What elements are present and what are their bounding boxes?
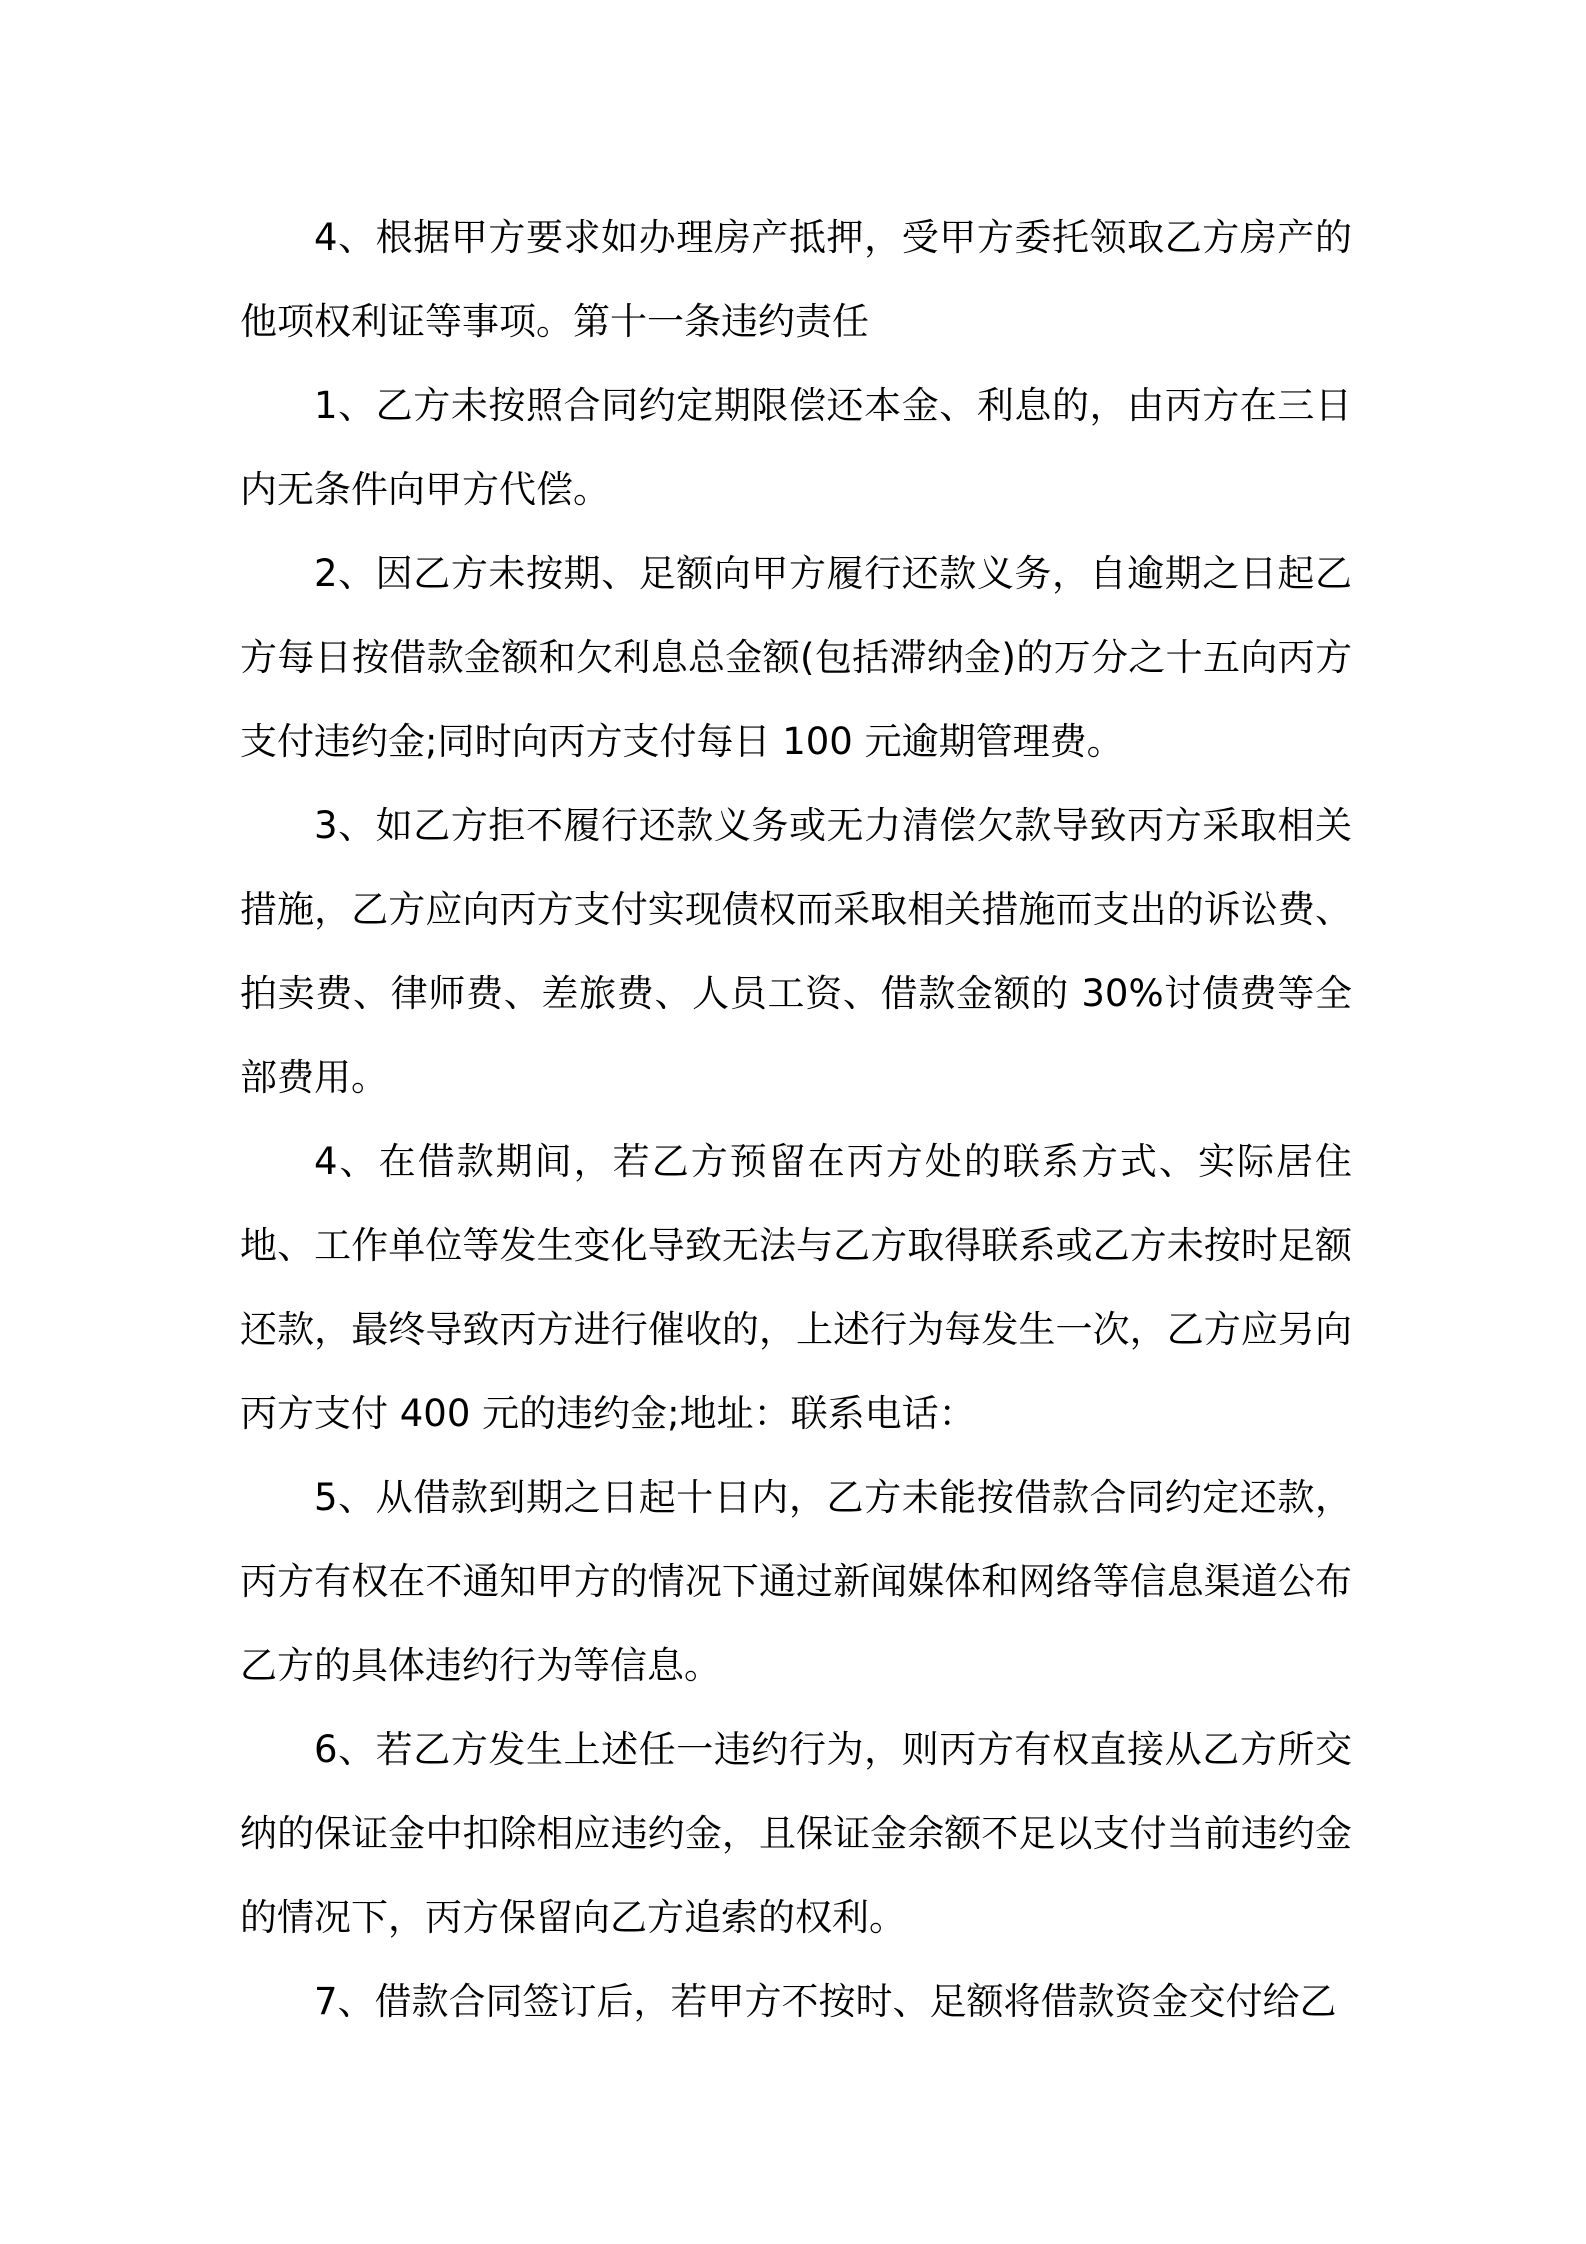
paragraph-breach-item-5: 5、从借款到期之日起十日内，乙方未能按借款合同约定还款，丙方有权在不通知甲方的情况下通过新闻媒体和网络等信息渠道公布乙方的具体违约行为等信息。 xyxy=(240,1476,1352,1687)
paragraph-breach-item-1: 1、乙方未按照合同约定期限偿还本金、利息的，由丙方在三日内无条件向甲方代偿。 xyxy=(240,384,1352,511)
paragraph-breach-item-6: 6、若乙方发生上述任一违约行为，则丙方有权直接从乙方所交纳的保证金中扣除相应违约金，且保证金余额不足以支付当前违约金的情况下，丙方保留向乙方追索的权利。 xyxy=(240,1728,1352,1939)
paragraph-breach-item-4: 4、在借款期间，若乙方预留在丙方处的联系方式、实际居住地、工作单位等发生变化导致无法与乙方取得联系或乙方未按时足额还款，最终导致丙方进行催收的，上述行为每发生一次，乙方应另向丙方支付 400 元的违约金;地址：联系电话： xyxy=(240,1140,1352,1435)
paragraph-guarantee-item-4: 4、根据甲方要求如办理房产抵押，受甲方委托领取乙方房产的他项权利证等事项。第十一条违约责任 xyxy=(240,216,1352,343)
paragraph-breach-item-2: 2、因乙方未按期、足额向甲方履行还款义务，自逾期之日起乙方每日按借款金额和欠利息总金额(包括滞纳金)的万分之十五向丙方支付违约金;同时向丙方支付每日 100 元逾期管理费。 xyxy=(240,552,1352,763)
paragraph-breach-item-7: 7、借款合同签订后，若甲方不按时、足额将借款资金交付给乙 xyxy=(314,1980,1337,2023)
paragraph-breach-item-3: 3、如乙方拒不履行还款义务或无力清偿欠款导致丙方采取相关措施，乙方应向丙方支付实现债权而采取相关措施而支出的诉讼费、拍卖费、律师费、差旅费、人员工资、借款金额的 30%讨债费等全部费用。 xyxy=(240,804,1352,1099)
document-body xyxy=(240,196,1352,2044)
